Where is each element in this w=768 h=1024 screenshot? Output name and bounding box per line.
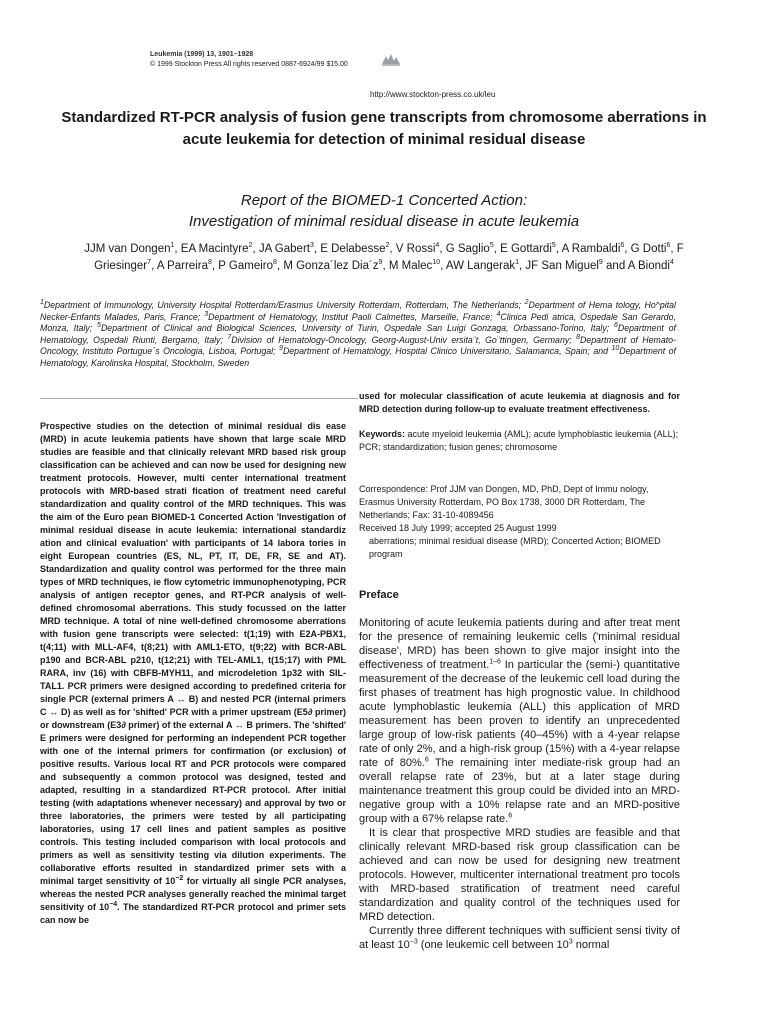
author-affiliation-sup: 8	[273, 259, 277, 267]
author-affiliation-sup: 8	[207, 259, 212, 267]
author-affiliation-sup: 5	[489, 242, 494, 250]
affiliation-text: Division of Hematology-Oncology, Georg-August-Univ ersita¨t, Go¨ttingen, Germany;	[231, 334, 572, 345]
author-affiliation-sup: 1	[170, 242, 175, 250]
affiliation	[204, 312, 492, 322]
publisher-logo-icon	[382, 52, 400, 66]
author-name: P Gameiro	[218, 260, 274, 272]
affiliation-list	[40, 300, 676, 369]
keywords-continuation: aberrations; minimal residual disease (MRD); Concerted Action; BIOMED program	[369, 536, 661, 559]
received-dates: Received 18 July 1999; accepted 25 August 1999	[359, 523, 557, 533]
author	[283, 260, 382, 272]
author	[218, 260, 277, 272]
p1-part-c: The remaining inter mediate-risk group had an overall relapse rate of 23%, but at a later stage during maintenance treatment this group could be divided into an MRD-negative group with a 10% relapse rate and an MRD-positive group with a 67% relapse rate.	[359, 757, 680, 825]
affiliation-text: Clinica Pedi atrica, Ospedale San Gerardo, Monza, Italy;	[40, 311, 677, 333]
author-name: JJM van Dongen	[84, 243, 171, 255]
author-name: V Rossi	[395, 243, 436, 255]
author-name: G Dotti	[630, 243, 667, 255]
author-list: JJM van Dongen$^1$, EA Macintyre$^2$, JA Gabert$^3$, E Delabesse$^2$, V Rossi$^4$, G Saglio$^5$, E Gottardi$^5$, A Rambaldi$^6$, G Dotti$^6$, F Griesinger$^7$, A Parreira$^8$, P Gameiro$^8$, M Gonza´lez $Dia´z^9$, M Malec$^{10}$, AW Langerak$^1$, JF San Miguel$^9$ and A Biondi$^4$	[84, 242, 684, 272]
author-name: EA Macintyre	[180, 243, 249, 255]
affiliation-text: Department of Hematology, Ospedali Riunti, Bergamo, Italy;	[40, 323, 677, 345]
abstract-continuation: used for molecular classification of acute leukemia at diagnosis and for MRD detection during follow-up to evaluate treatment effectiveness.	[359, 391, 680, 414]
author-affiliation-sup: 4	[435, 242, 440, 250]
affiliation-text: Department of Clinical and Biological Sciences, University of Turin, Ospedale San Luigi Gonzaga, Orbassano-Torino, Italy;	[100, 323, 610, 333]
affiliation-number: 3	[204, 310, 209, 318]
author-affiliation-sup: 3	[309, 242, 314, 250]
preface-heading: Preface	[359, 589, 399, 601]
author-name: JA Gabert	[258, 243, 310, 255]
author-affiliation-sup: 9	[378, 259, 383, 267]
author	[259, 243, 314, 255]
p3-part-c: normal	[572, 939, 610, 951]
author-affiliation-sup: 9	[598, 259, 603, 267]
abstract-exponent-2: −4	[109, 901, 118, 908]
keywords-label: Keywords:	[359, 429, 406, 439]
author	[157, 260, 212, 272]
author	[389, 260, 440, 272]
p3-exponent-1: −3	[409, 938, 418, 946]
keywords-text: acute myeloid leukemia (AML); acute lymphoblastic leukemia (ALL); PCR; standardization; fusion genes; chromosome	[359, 429, 679, 452]
affiliation-number: 2	[524, 299, 529, 307]
affiliation-number: 6	[614, 322, 618, 330]
affiliation	[227, 335, 571, 345]
affiliation-number: 9	[279, 345, 283, 353]
affiliation-text: Department of Hemato-Oncology, Instituto Portugue´s Oncologia, Lisboa, Portugal;	[40, 334, 676, 356]
journal-url[interactable]: http://www.stockton-press.co.uk/leu	[370, 90, 496, 99]
affiliation-number: 1	[40, 299, 44, 307]
author-name: M Gonza´lez Dia´z	[283, 260, 379, 272]
keywords	[359, 428, 680, 454]
subtitle-line-2: Investigation of minimal residual disease in acute leukemia	[188, 213, 580, 230]
abstract-part-1: Prospective studies on the detection of minimal residual dis ease (MRD) in acute leukemia patients have shown that large scale MRD studies are feasible and that clinically relevant MRD based risk group classification can be achieved and can now be used for designing new treatment protocols. However, multi center international treatment protocols with MRD-based strati fication of treatment need careful standardization and quality control of the MRD techniques. This was the aim of the Euro pean BIOMED-1 Concerted Action 'Investigation of minimal residual disease in acute leukemia: international standardiz ation and clinical evaluation' with participants of 14 labora tories in eight European countries (ES, NL, PT, IT, DE, FR, SE and AT). Standardization and quality control was performed for the three main types of MRD techniques, ie flow cytometric immunophenotyping, PCR analysis of antigen receptor genes, and RT-PCR analysis of well-defined chromosomal aberrations. This study focussed on the latter MRD technique. A total of nine well-defined chromosome aberrations with fusion gene transcripts were selected: t(1;19) with E2A-PBX1, t(4;11) with MLL-AF4, t(8;21) with AML1-ETO, t(9;22) with BCR-ABL p190 and BCR-ABL p210, t(12;21) with TEL-AML1, t(15;17) with PML RARA, inv (16) with CBFB-MYH11, and microdeletion 1p32 with SIL-TAL1. PCR primers were designed according to predefined criteria for single PCR (external primers A ↔ B) and nested PCR (internal primers C ↔ D) as well as for 'shifted' PCR with a primer upstream (E5∂ primer) or downstream (E3∂ primer) of the external A ↔ B primers. The 'shifted' E primers were designed for performing an independent PCR together with one of the internal primers for confirmation (or exclusion) of positive results. Various local RT and PCR protocols were compared and subsequently a common protocol was designed, tested and adapted, resulting in a standardized RT-PCR protocol. After initial testing (with adaptations whenever necessary) and approval by two or three laboratories, the primers were tested by all participating laboratories, using 17 cell lines and patient samples as positive controls. This testing included comparison with local protocols and primers as well as sensitivity testing via dilution experiments. The collaborative efforts resulted in standardized primer sets with a minimal target sensitivity of 10	[40, 421, 346, 886]
article-title: Standardized RT-PCR analysis of fusion gene transcripts from chromosome aberrations in acute leukemia for detection of minimal residual disease	[61, 109, 707, 148]
abstract-text	[40, 420, 346, 927]
affiliation	[279, 346, 608, 356]
citation-6a[interactable]: 6	[424, 756, 429, 764]
affiliation-text: Department of Immunology, University Hospital Rotterdam/Erasmus University Rotterdam, Rotterdam, The Netherlands;	[43, 300, 522, 310]
affiliation-text: Department of Hematology, Karolinska Hospital, Stockholm, Sweden	[40, 346, 676, 368]
journal-header	[150, 50, 348, 70]
author-affiliation-sup: 6	[620, 242, 625, 250]
author-name: E Delabesse	[320, 243, 386, 255]
author-affiliation-sup: 6	[666, 242, 671, 250]
author-affiliation-sup: 2	[385, 242, 390, 250]
author-name: A Biondi	[627, 260, 670, 272]
author	[562, 243, 625, 255]
affiliation-number: 5	[97, 322, 101, 330]
affiliation-text: Department of Hema tology, Ho^pital Necker-Enfants Malades, Paris, France;	[40, 300, 676, 322]
p3-part-a: Currently three different techniques with sufficient sensi tivity of at least 10	[359, 925, 680, 951]
correspondence-text: Correspondence: Prof JJM van Dongen, MD, PhD, Dept of Immu nology, Erasmus University Rotterdam, PO Box 1738, 3000 DR Rotterdam, The Netherlands; Fax: 31-10-4089456	[359, 484, 649, 520]
subtitle-line-1: Report of the BIOMED-1 Concerted Action:	[240, 192, 528, 209]
journal-citation: Leukemia (1999) 13, 1901–1928	[150, 51, 254, 58]
affiliation-number: 7	[227, 333, 232, 341]
author	[631, 243, 671, 255]
p3-part-b: (one leukemic cell between 10	[417, 939, 569, 951]
author-name: G Saglio	[445, 243, 490, 255]
affiliation-number: 10	[611, 345, 620, 353]
p1-part-a: Monitoring of acute leukemia patients during and after treat ment for the presence of remaining leukemic cells ('minimal residual disease', MRD) has been shown to give major insight into the effectiveness of treatment.	[359, 617, 680, 671]
correspondence-block	[359, 483, 680, 561]
author	[500, 243, 556, 255]
author	[628, 260, 674, 272]
affiliation-text: Department of Hematology, Institut Paoli Calmettes, Marseille, France;	[208, 311, 493, 322]
author	[84, 243, 174, 255]
affiliation-number: 4	[496, 310, 501, 318]
citation-1-6[interactable]: 1–6	[489, 658, 501, 666]
author-name: F Griesinger	[94, 243, 684, 272]
author-affiliation-sup: 5	[551, 242, 556, 250]
preface-paragraph-1	[359, 616, 680, 826]
article-subtitle	[60, 190, 708, 232]
author-affiliation-sup: 4	[669, 259, 674, 267]
author-name: M Malec	[388, 260, 433, 272]
preface-body	[359, 616, 680, 952]
author	[446, 243, 494, 255]
citation-6b[interactable]: 6	[508, 812, 513, 820]
affiliation	[40, 300, 521, 310]
author-affiliation-sup: 1	[515, 259, 520, 267]
affiliation-text: Department of Hematology, Hospital Clinico Universitario, Salamanca, Spain; and	[282, 346, 609, 356]
abstract-part-3: . The standardized RT-PCR protocol and primer sets can now be	[40, 902, 346, 925]
p1-part-b: In particular the (semi-) quantitative measurement of the decrease of the leukemic cell load during the first phases of treatment has high prognostic value. In childhood acute lymphoblastic leukemia (ALL) this application of MRD measurement has been proven to identify an unprecedented large group of low-risk patients (40–45%) with a 4-year relapse rate of only 2%, and a high-risk group (15%) with a 4-year relapse rate of 80%.	[359, 659, 680, 769]
author-name: A Parreira	[156, 260, 208, 272]
author-name: JF San Miguel	[525, 260, 599, 272]
author-affiliation-sup: 7	[147, 259, 152, 267]
abstract-exponent-1: −2	[175, 875, 184, 882]
abstract-part-2: for virtually all single PCR analyses, whereas the nested PCR analyses generally reached the minimal target sensitivity of 10	[40, 876, 347, 912]
author	[181, 243, 253, 255]
author-affiliation-sup: 2	[248, 242, 253, 250]
author-name: AW Langerak	[445, 260, 516, 272]
copyright-line: © 1999 Stockton Press All rights reserved 0887-6924/99 $15.00	[150, 61, 348, 68]
author	[446, 260, 519, 272]
preface-paragraph-3	[359, 924, 680, 952]
author-affiliation-sup: 10	[432, 259, 441, 267]
author-name: A Rambaldi	[561, 243, 621, 255]
author	[320, 243, 389, 255]
author-name: E Gottardi	[500, 243, 552, 255]
author	[525, 260, 602, 272]
preface-paragraph-2: It is clear that prospective MRD studies are feasible and that clinically relevant MRD-based risk group classification can be achieved and can now be used for designing new treatment protocols. However, multicenter international treatment pro tocols with MRD-based stratification of treatment need careful standardization and quality control of the techniques used for MRD detection.	[359, 827, 680, 923]
p3-exponent-2: 3	[568, 938, 573, 946]
section-divider	[40, 398, 358, 399]
affiliation	[97, 323, 609, 333]
affiliation-number: 8	[576, 333, 581, 341]
author	[396, 243, 440, 255]
